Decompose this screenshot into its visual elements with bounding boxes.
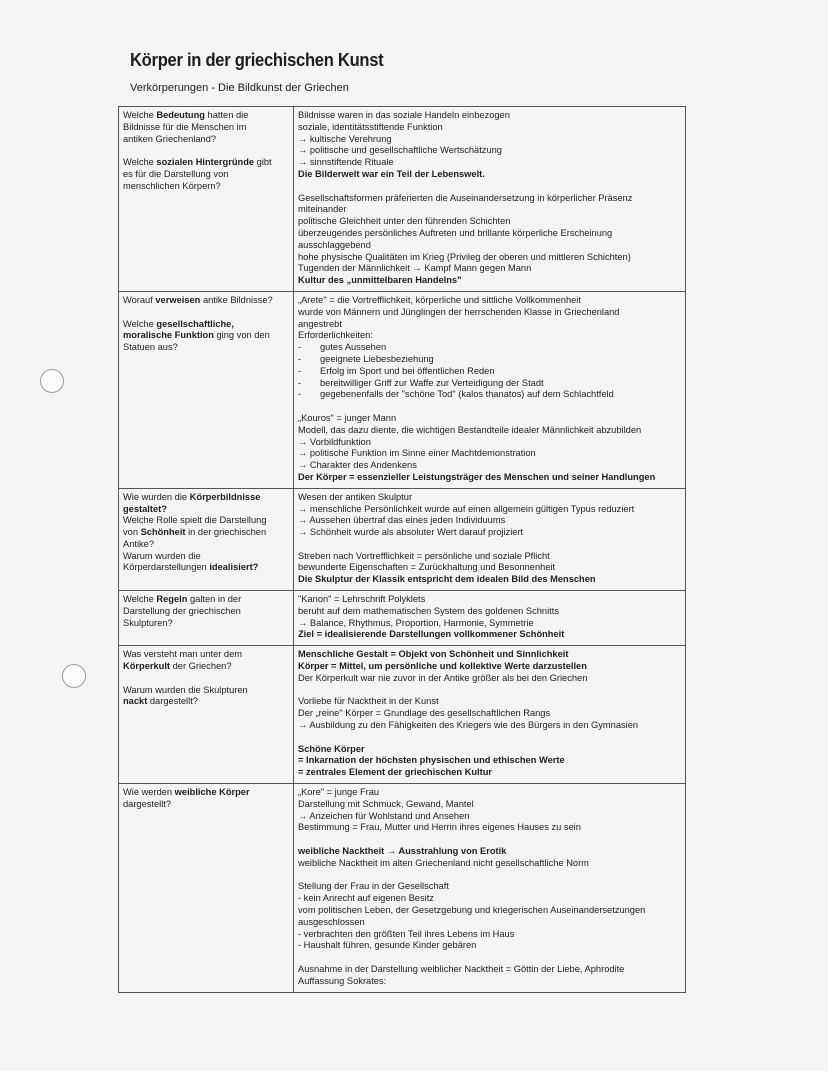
answer-line: Vorliebe für Nacktheit in der Kunst xyxy=(298,696,439,707)
question-text: Körperbildnisse xyxy=(189,491,261,502)
answer-line: → politische und gesellschaftliche Wertschätzung xyxy=(298,145,502,156)
answer-line: weibliche Nacktheit → Ausstrahlung von Erotik xyxy=(298,846,507,857)
answer-line: Stellung der Frau in der Gesellschaft xyxy=(298,881,449,892)
answer-line: Ziel = idealisierende Darstellungen vollkommener Schönheit xyxy=(298,629,565,640)
answer-line: überzeugendes persönliches Auftreten und brillante körperliche Erscheinung xyxy=(298,227,613,238)
question-text: Antike? xyxy=(123,538,155,549)
question-text: Welche xyxy=(123,318,157,329)
question-text: dargestellt? xyxy=(123,798,172,809)
answer-line: angestrebt xyxy=(298,318,342,329)
question-text: Darstellung der griechischen xyxy=(123,605,241,616)
answer-line: Kultur des „unmittelbaren Handelns" xyxy=(298,275,462,286)
question-text: Bedeutung xyxy=(156,110,205,120)
question-text: gibt xyxy=(254,157,272,168)
question-text: sozialen Hintergründe xyxy=(156,157,255,168)
question-text: antiken Griechenland? xyxy=(123,133,217,144)
answer-line: Ausnahme in der Darstellung weiblicher Nacktheit = Göttin der Liebe, Aphrodite xyxy=(298,963,625,974)
question-line xyxy=(123,799,289,811)
question-text: galten in der xyxy=(187,594,242,605)
question-text: Welche xyxy=(123,110,157,120)
question-line xyxy=(123,110,289,122)
answer-line xyxy=(298,539,681,551)
answer-line: Bildnisse waren in das soziale Handeln einbezogen xyxy=(298,110,510,120)
question-line xyxy=(123,504,289,516)
question-answer-table xyxy=(118,106,686,993)
question-line xyxy=(123,685,289,697)
page-subtitle: Verkörperungen - Die Bildkunst der Griechen xyxy=(130,82,349,94)
question-text: von xyxy=(123,527,141,538)
answer-line: Der Körper = essenzieller Leistungsträger des Menschen und seiner Handlungen xyxy=(298,471,656,482)
answer-line: Darstellung mit Schmuck, Gewand, Mantel xyxy=(298,798,474,809)
question-cell xyxy=(119,488,294,590)
answer-line xyxy=(298,181,681,193)
question-text: der Griechen? xyxy=(170,661,232,672)
answer-line: Wesen der antiken Skulptur xyxy=(298,491,413,502)
answer-line: - kein Anrecht auf eigenen Besitz xyxy=(298,893,434,904)
question-text: gestaltet? xyxy=(123,503,167,514)
answer-line: → Anzeichen für Wohlstand und Ansehen xyxy=(298,810,470,821)
answer-line: → Charakter des Andenkens xyxy=(298,460,417,471)
answer-cell xyxy=(294,488,686,590)
question-line xyxy=(123,527,289,539)
answer-line: - gutes Aussehen xyxy=(298,342,681,354)
question-line xyxy=(123,319,289,331)
answer-line: → politische Funktion im Sinne einer Machtdemonstration xyxy=(298,448,536,459)
answer-line: → Schönheit wurde als absoluter Wert darauf projiziert xyxy=(298,527,524,538)
answer-line: Erforderlichkeiten: xyxy=(298,330,373,341)
question-line xyxy=(123,787,289,799)
question-line xyxy=(123,169,289,181)
question-text: verweisen xyxy=(155,294,201,305)
question-text: Welche Rolle spielt die Darstellung xyxy=(123,515,267,526)
answer-line: = zentrales Element der griechischen Kultur xyxy=(298,767,493,778)
answer-line: Streben nach Vortrefflichkeit = persönliche und soziale Pflicht xyxy=(298,550,550,561)
question-text: in der griechischen xyxy=(185,527,267,538)
answer-line: - verbrachten den größten Teil ihres Lebens im Haus xyxy=(298,928,515,939)
table-body xyxy=(119,107,686,993)
question-text: Welche xyxy=(123,157,157,168)
answer-line: Körper = Mittel, um persönliche und kollektive Werte darzustellen xyxy=(298,661,587,672)
question-text: idealisiert? xyxy=(209,562,259,573)
question-line xyxy=(123,673,289,685)
question-line xyxy=(123,181,289,193)
question-line xyxy=(123,562,289,574)
answer-line: Modell, das dazu diente, die wichtigen Bestandteile idealer Männlichkeit abzubilden xyxy=(298,424,642,435)
answer-line: soziale, identitätsstiftende Funktion xyxy=(298,121,443,132)
table-row xyxy=(119,107,686,292)
punch-hole-lower xyxy=(62,664,86,688)
answer-cell xyxy=(294,107,686,292)
answer-line: → menschliche Persönlichkeit wurde auf einen allgemein gültigen Typus reduziert xyxy=(298,503,635,514)
answer-line: → sinnstiftende Rituale xyxy=(298,157,394,168)
answer-line: ausschlaggebend xyxy=(298,239,371,250)
table-row xyxy=(119,784,686,993)
answer-line: vom politischen Leben, der Gesetzgebung und kriegerischen Auseinandersetzungen xyxy=(298,905,646,915)
question-line xyxy=(123,157,289,169)
question-text: Schönheit xyxy=(140,527,186,538)
answer-line: „Arete" = die Vortrefflichkeit, körperliche und sittliche Vollkommenheit xyxy=(298,294,581,305)
answer-line: „Kore" = junge Frau xyxy=(298,787,380,798)
question-text: Statuen aus? xyxy=(123,342,178,353)
question-text: Skulpturen? xyxy=(123,617,173,628)
answer-line: - gegebenenfalls der "schöne Tod" (kalos thanatos) auf dem Schlachtfeld xyxy=(298,389,681,401)
answer-line xyxy=(298,870,681,882)
question-line xyxy=(123,295,289,307)
question-text: Körperdarstellungen xyxy=(123,562,210,573)
answer-line: wurde von Männern und Jünglingen der herrschenden Klasse in Griechenland xyxy=(298,306,620,317)
question-text: Welche xyxy=(123,594,157,605)
answer-line: Die Bilderwelt war ein Teil der Lebenswelt. xyxy=(298,168,485,179)
answer-line: Der Körperkult war nie zuvor in der Antike größer als bei den Griechen xyxy=(298,672,588,683)
question-line xyxy=(123,696,289,708)
question-text: Bildnisse für die Menschen im xyxy=(123,121,247,132)
question-cell xyxy=(119,784,294,993)
question-line xyxy=(123,330,289,342)
question-text: ging von den xyxy=(213,330,270,341)
question-cell xyxy=(119,107,294,292)
question-cell xyxy=(119,646,294,784)
page-title: Körper in der griechischen Kunst xyxy=(130,50,384,70)
question-text: moralische Funktion xyxy=(123,330,214,341)
answer-line: Auffassung Sokrates: xyxy=(298,975,387,986)
question-text: weibliche Körper xyxy=(174,787,250,798)
question-text: Warum wurden die xyxy=(123,550,201,561)
answer-line: „Kouros" = junger Mann xyxy=(298,412,397,423)
question-text: Körperkult xyxy=(123,661,171,672)
question-text: antike Bildnisse? xyxy=(200,294,273,305)
table-row xyxy=(119,488,686,590)
answer-line: - Erfolg im Sport und bei öffentlichen Reden xyxy=(298,366,681,378)
question-text: Wie werden xyxy=(123,787,175,798)
answer-line: beruht auf dem mathematischen System des goldenen Schnitts xyxy=(298,605,559,616)
question-line xyxy=(123,515,289,527)
answer-line: Die Skulptur der Klassik entspricht dem idealen Bild des Menschen xyxy=(298,574,596,585)
answer-cell xyxy=(294,646,686,784)
answer-line: Gesellschaftsformen präferierten die Auseinandersetzung in körperlicher Präsenz xyxy=(298,192,633,203)
answer-line: Bestimmung = Frau, Mutter und Herrin ihres eigenes Hauses zu sein xyxy=(298,822,581,833)
answer-line: hohe physische Qualitäten im Krieg (Privileg der oberen und mittleren Schichten) xyxy=(298,251,631,262)
answer-line: Der „reine" Körper = Grundlage des gesellschaftlichen Rangs xyxy=(298,708,551,719)
question-line xyxy=(123,618,289,630)
question-text: dargestellt? xyxy=(147,696,198,707)
table-row xyxy=(119,591,686,646)
answer-line: "Kanon" = Lehrschrift Polyklets xyxy=(298,594,426,605)
answer-cell xyxy=(294,784,686,993)
question-text: gesellschaftliche, xyxy=(156,318,234,329)
answer-line xyxy=(298,732,681,744)
question-text: nackt xyxy=(123,696,148,707)
question-text: es für die Darstellung von xyxy=(123,168,229,179)
question-cell xyxy=(119,291,294,488)
question-line xyxy=(123,134,289,146)
question-line xyxy=(123,661,289,673)
question-line xyxy=(123,539,289,551)
answer-line: → kultische Verehrung xyxy=(298,133,392,144)
answer-line xyxy=(298,834,681,846)
answer-line: - geeignete Liebesbeziehung xyxy=(298,354,681,366)
answer-line: → Vorbildfunktion xyxy=(298,436,371,447)
answer-line: = Inkarnation der höchsten physischen und ethischen Werte xyxy=(298,755,565,766)
answer-line: → Ausbildung zu den Fähigkeiten des Kriegers wie des Bürgers in den Gymnasien xyxy=(298,720,639,731)
question-cell xyxy=(119,591,294,646)
answer-line: bewunderte Eigenschaften = Zurückhaltung und Besonnenheit xyxy=(298,562,556,573)
answer-line: Menschliche Gestalt = Objekt von Schönheit und Sinnlichkeit xyxy=(298,649,569,660)
question-line xyxy=(123,551,289,563)
question-line xyxy=(123,307,289,319)
question-text: Regeln xyxy=(156,594,188,605)
question-line xyxy=(123,122,289,134)
answer-line: politische Gleichheit unter den führenden Schichten xyxy=(298,216,511,227)
answer-line xyxy=(298,952,681,964)
question-line xyxy=(123,606,289,618)
question-line xyxy=(123,492,289,504)
answer-cell xyxy=(294,591,686,646)
answer-line: → Aussehen übertraf das eines jeden Individuums xyxy=(298,515,506,526)
question-text: hatten die xyxy=(204,110,249,120)
answer-line: ausgeschlossen xyxy=(298,916,365,927)
question-line xyxy=(123,145,289,157)
answer-line: - bereitwilliger Griff zur Waffe zur Verteidigung der Stadt xyxy=(298,378,681,390)
table-row xyxy=(119,291,686,488)
question-text: menschlichen Körpern? xyxy=(123,180,221,191)
answer-line: weibliche Nacktheit im alten Griechenland nicht gesellschaftliche Norm xyxy=(298,857,589,868)
answer-line: → Balance, Rhythmus, Proportion, Harmonie, Symmetrie xyxy=(298,617,534,628)
question-text: Warum wurden die Skulpturen xyxy=(123,684,248,695)
question-line xyxy=(123,594,289,606)
answer-line: - Haushalt führen, gesunde Kinder gebären xyxy=(298,940,477,951)
answer-line: Tugenden der Männlichkeit → Kampf Mann gegen Mann xyxy=(298,263,532,274)
answer-cell xyxy=(294,291,686,488)
question-text: Was versteht man unter dem xyxy=(123,649,243,660)
answer-line xyxy=(298,685,681,697)
punch-hole-upper xyxy=(40,369,64,393)
answer-line xyxy=(298,401,681,413)
table-row xyxy=(119,646,686,784)
question-text: Wie wurden die xyxy=(123,491,190,502)
question-text: Worauf xyxy=(123,294,156,305)
answer-line: miteinander xyxy=(298,204,347,215)
question-line xyxy=(123,342,289,354)
question-line xyxy=(123,649,289,661)
answer-line: Schöne Körper xyxy=(298,743,365,754)
